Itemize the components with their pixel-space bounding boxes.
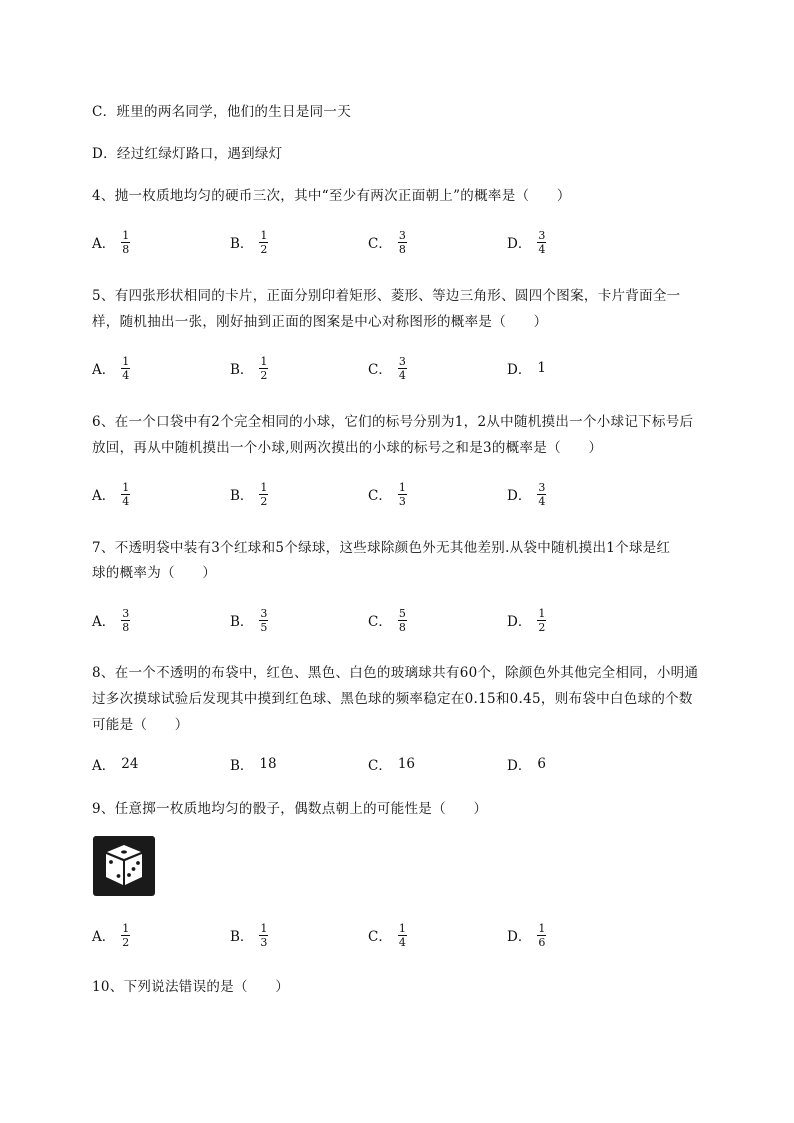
- question-6-line-1: 6、在一个口袋中有2个完全相同的小球，它们的标号分别为1，2从中随机摸出一个小球记下标号后: [92, 414, 694, 430]
- fraction: [398, 230, 407, 255]
- option-label: A．: [92, 488, 116, 504]
- option-d-previous: D．经过红绿灯路口，遇到绿灯: [92, 146, 283, 162]
- question-10: 10、下列说法错误的是（ ）: [92, 979, 290, 995]
- option-label: B．: [230, 362, 254, 378]
- q6-option-d: [507, 477, 546, 511]
- fraction-numerator: 1: [398, 921, 406, 935]
- q8-option-a: [92, 747, 138, 781]
- q6-options: [92, 477, 712, 511]
- option-label: C．: [368, 758, 392, 774]
- option-label: A．: [92, 614, 116, 630]
- fraction-denominator: 8: [122, 242, 130, 256]
- fraction: [537, 230, 546, 255]
- question-8-line-1: 8、在一个不透明的布袋中，红色、黑色、白色的玻璃球共有60个，除颜色外其他完全相同，小明通: [92, 665, 699, 681]
- option-label: B．: [230, 758, 254, 774]
- option-label: B．: [230, 929, 254, 945]
- option-value: 1: [537, 360, 546, 376]
- fraction-numerator: 1: [122, 921, 130, 935]
- fraction-denominator: 4: [538, 494, 546, 508]
- fraction-numerator: 1: [398, 480, 406, 494]
- dice-icon: [93, 836, 155, 896]
- fraction-denominator: 2: [260, 494, 268, 508]
- fraction-denominator: 2: [538, 620, 546, 634]
- q5-option-b: [230, 351, 268, 385]
- fraction: [121, 608, 130, 633]
- option-label: C．: [368, 488, 392, 504]
- q7-option-d: [507, 603, 546, 637]
- fraction: [537, 608, 546, 633]
- question-7-line-1: 7、不透明袋中装有3个红球和5个绿球，这些球除颜色外无其他差别.从袋中随机摸出1个球是红: [92, 540, 671, 556]
- option-label: D．: [507, 362, 532, 378]
- fraction-numerator: 3: [122, 606, 130, 620]
- q6-option-a: [92, 477, 130, 511]
- fraction-numerator: 1: [122, 228, 130, 242]
- fraction: [537, 482, 546, 507]
- fraction-numerator: 1: [122, 480, 130, 494]
- option-label: C．: [368, 614, 392, 630]
- fraction-numerator: 3: [398, 228, 406, 242]
- fraction-numerator: 1: [538, 921, 546, 935]
- option-label: D．: [507, 488, 532, 504]
- q4-option-d: [507, 225, 546, 259]
- option-value: 6: [537, 756, 546, 772]
- fraction-numerator: 3: [398, 354, 406, 368]
- option-value: 24: [121, 756, 139, 772]
- option-label: C．: [368, 929, 392, 945]
- fraction-denominator: 5: [260, 620, 268, 634]
- question-9: 9、任意掷一枚质地均匀的骰子，偶数点朝上的可能性是（ ）: [92, 801, 488, 817]
- option-label: D．: [507, 614, 532, 630]
- fraction: [537, 923, 546, 948]
- fraction-numerator: 1: [122, 354, 130, 368]
- q5-options: [92, 351, 712, 385]
- q9-option-c: [368, 918, 407, 952]
- option-label: A．: [92, 236, 116, 252]
- fraction: [121, 356, 130, 381]
- fraction-denominator: 4: [398, 935, 406, 949]
- q5-option-c: [368, 351, 407, 385]
- q9-option-d: [507, 918, 546, 952]
- fraction-numerator: 3: [260, 606, 268, 620]
- question-5-line-2: 样，随机抽出一张，刚好抽到正面的图案是中心对称图形的概率是（ ）: [92, 314, 548, 330]
- question-6-line-2: 放回，再从中随机摸出一个小球,则两次摸出的小球的标号之和是3的概率是（ ）: [92, 440, 603, 456]
- fraction: [259, 923, 268, 948]
- option-label: A．: [92, 929, 116, 945]
- fraction-denominator: 8: [398, 242, 406, 256]
- fraction-denominator: 3: [260, 935, 268, 949]
- fraction-numerator: 3: [538, 228, 546, 242]
- q8-option-b: [230, 747, 277, 781]
- option-value: 16: [397, 756, 416, 772]
- q4-option-c: [368, 225, 407, 259]
- q7-option-b: [230, 603, 268, 637]
- question-5-line-1: 5、有四张形状相同的卡片，正面分别印着矩形、菱形、等边三角形、圆四个图案，卡片背面全一: [92, 288, 681, 304]
- q7-option-a: [92, 603, 130, 637]
- fraction-denominator: 4: [538, 242, 546, 256]
- fraction-numerator: 1: [538, 606, 546, 620]
- fraction: [259, 230, 268, 255]
- fraction-denominator: 8: [398, 620, 406, 634]
- q9-options: [92, 918, 712, 952]
- option-label: D．: [507, 236, 532, 252]
- q9-option-b: [230, 918, 268, 952]
- fraction: [398, 482, 407, 507]
- q6-option-b: [230, 477, 268, 511]
- q8-options: [92, 747, 712, 781]
- option-label: C．: [368, 362, 392, 378]
- fraction: [398, 608, 407, 633]
- q5-option-d: [507, 351, 546, 385]
- q4-option-b: [230, 225, 268, 259]
- fraction: [398, 923, 407, 948]
- fraction-numerator: 5: [398, 606, 406, 620]
- fraction: [259, 356, 268, 381]
- option-label: C．: [368, 236, 392, 252]
- option-label: D．: [507, 758, 532, 774]
- fraction-numerator: 1: [260, 921, 268, 935]
- q9-option-a: [92, 918, 130, 952]
- fraction-numerator: 1: [260, 480, 268, 494]
- fraction-denominator: 8: [122, 620, 130, 634]
- question-8-line-2: 过多次摸球试验后发现其中摸到红色球、黑色球的频率稳定在0.15和0.45，则布袋中白色球的个数: [92, 691, 693, 707]
- option-label: A．: [92, 362, 116, 378]
- question-7-line-2: 球的概率为（ ）: [92, 565, 217, 581]
- fraction: [121, 230, 130, 255]
- fraction-denominator: 4: [122, 494, 130, 508]
- question-8-line-3: 可能是（ ）: [92, 717, 189, 733]
- option-label: B．: [230, 236, 254, 252]
- option-label: B．: [230, 614, 254, 630]
- fraction: [121, 482, 130, 507]
- fraction-denominator: 2: [122, 935, 130, 949]
- fraction-denominator: 4: [122, 368, 130, 382]
- q4-options: [92, 225, 712, 259]
- fraction: [121, 923, 130, 948]
- q4-option-a: [92, 225, 130, 259]
- fraction: [398, 356, 407, 381]
- fraction-numerator: 1: [260, 228, 268, 242]
- fraction-numerator: 1: [260, 354, 268, 368]
- q7-option-c: [368, 603, 407, 637]
- option-c-previous: C．班里的两名同学，他们的生日是同一天: [92, 104, 352, 120]
- fraction: [259, 482, 268, 507]
- fraction-denominator: 2: [260, 368, 268, 382]
- option-label: D．: [507, 929, 532, 945]
- q8-option-d: [507, 747, 546, 781]
- fraction-numerator: 3: [538, 480, 546, 494]
- question-4: 4、抛一枚质地均匀的硬币三次，其中“至少有两次正面朝上”的概率是（ ）: [92, 188, 571, 204]
- fraction-denominator: 3: [398, 494, 406, 508]
- q8-option-c: [368, 747, 415, 781]
- option-value: 18: [259, 756, 277, 772]
- fraction-denominator: 4: [398, 368, 406, 382]
- q5-option-a: [92, 351, 130, 385]
- q6-option-c: [368, 477, 407, 511]
- fraction-denominator: 2: [260, 242, 268, 256]
- option-label: A．: [92, 758, 116, 774]
- fraction: [259, 608, 268, 633]
- fraction-denominator: 6: [538, 935, 546, 949]
- option-label: B．: [230, 488, 254, 504]
- q7-options: [92, 603, 712, 637]
